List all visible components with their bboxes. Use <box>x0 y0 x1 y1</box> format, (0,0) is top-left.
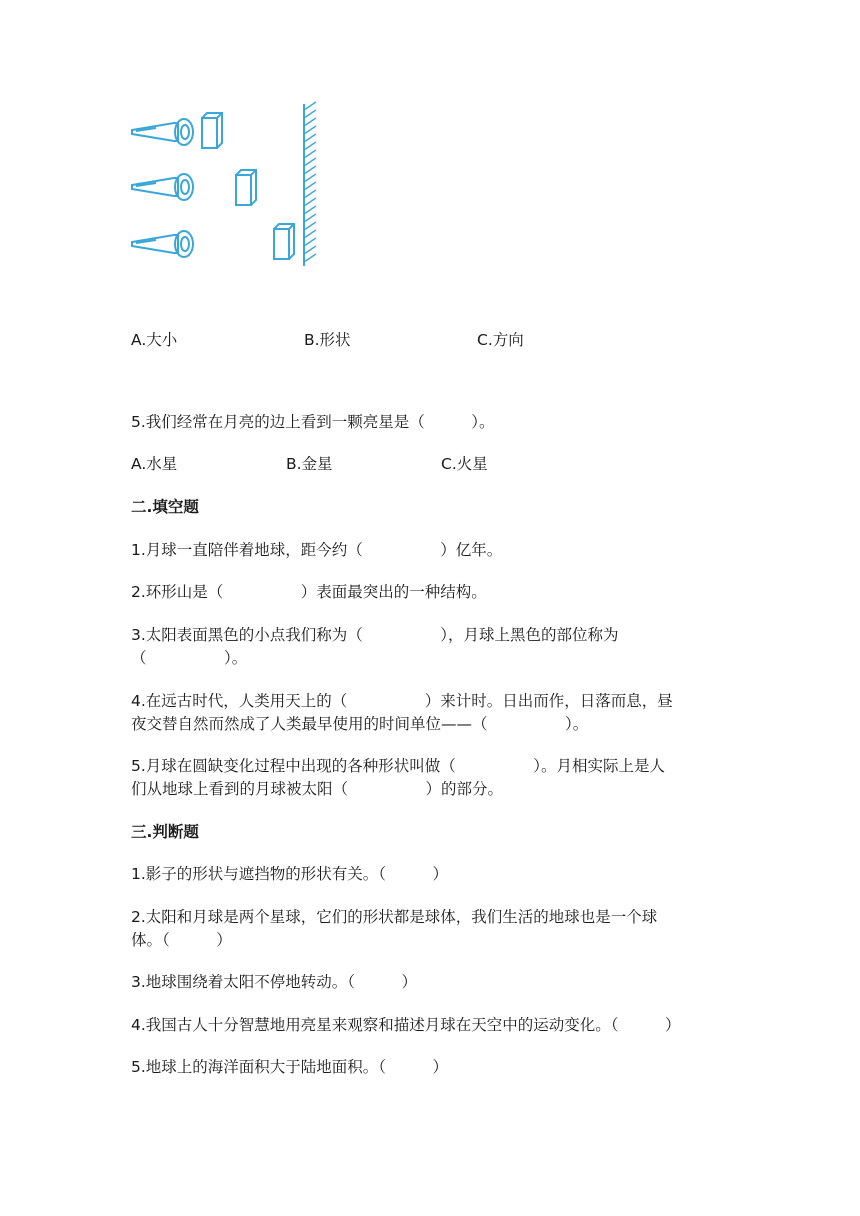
judge-question-4: 4.我国古人十分智慧地用亮星来观察和描述月球在天空中的运动变化。（ ） <box>131 1016 681 1034</box>
judge-question-3: 3.地球围绕着太阳不停地转动。（ ） <box>131 973 418 991</box>
q4-option-a[interactable]: A.大小 <box>131 331 178 349</box>
fill-question-1: 1.月球一直陪伴着地球，距今约（ ）亿年。 <box>131 541 503 559</box>
fill-question-4-line-2: 夜交替自然而然成了人类最早使用的时间单位——（ ）。 <box>131 715 589 733</box>
block-icon <box>202 113 222 148</box>
q5-option-b[interactable]: B.金星 <box>286 455 333 473</box>
shadow-experiment-figure <box>126 100 336 270</box>
q5-question: 5.我们经常在月亮的边上看到一颗亮星是（ ）。 <box>131 413 495 431</box>
fill-question-2: 2.环形山是（ ）表面最突出的一种结构。 <box>131 583 487 601</box>
fill-question-3-line-1: 3.太阳表面黑色的小点我们称为（ ），月球上黑色的部位称为 <box>131 626 619 644</box>
block-icon <box>274 224 294 259</box>
fill-question-5-line-2: 们从地球上看到的月球被太阳（ ）的部分。 <box>131 780 504 798</box>
judge-question-2-line-2: 体。（ ） <box>131 931 232 949</box>
judge-question-1: 1.影子的形状与遮挡物的形状有关。（ ） <box>131 865 449 883</box>
flashlight-icon <box>132 174 193 200</box>
q4-option-c[interactable]: C.方向 <box>477 331 524 349</box>
fill-question-5-line-1: 5.月球在圆缺变化过程中出现的各种形状叫做（ ）。月相实际上是人 <box>131 757 666 775</box>
q4-option-b[interactable]: B.形状 <box>304 331 351 349</box>
flashlight-icon <box>132 231 193 257</box>
judge-question-5: 5.地球上的海洋面积大于陆地面积。（ ） <box>131 1058 449 1076</box>
wall-icon <box>304 102 316 266</box>
q5-option-c[interactable]: C.火星 <box>441 455 488 473</box>
fill-question-4-line-1: 4.在远古时代，人类用天上的（ ）来计时。日出而作，日落而息，昼 <box>131 692 673 710</box>
block-icon <box>236 170 256 205</box>
section-heading-true-false: 三.判断题 <box>131 823 199 841</box>
q5-option-a[interactable]: A.水星 <box>131 455 178 473</box>
fill-question-3-line-2: （ ）。 <box>131 649 248 667</box>
section-heading-fill-in: 二.填空题 <box>131 498 199 516</box>
flashlight-icon <box>132 119 193 145</box>
judge-question-2-line-1: 2.太阳和月球是两个星球，它们的形状都是球体，我们生活的地球也是一个球 <box>131 908 658 926</box>
